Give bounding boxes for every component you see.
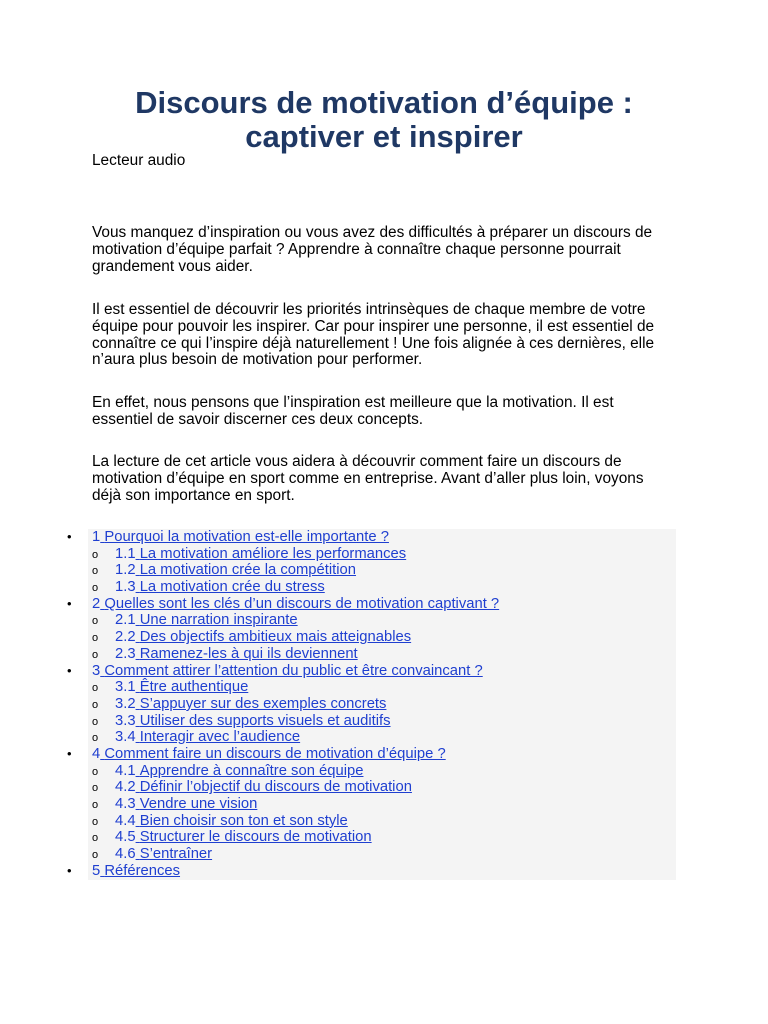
paragraph-line: grandement vous aider. <box>92 257 253 275</box>
toc-item <box>67 662 676 680</box>
bullet-icon: • <box>67 862 72 878</box>
toc-subitem <box>88 629 676 646</box>
toc-link-4-2[interactable] <box>115 779 412 795</box>
paragraph-line: Il est essentiel de découvrir les priorités intrinsèques de chaque membre de votre <box>92 301 646 318</box>
toc-number[interactable]: 1 <box>92 529 101 545</box>
bullet-icon: • <box>67 662 72 678</box>
paragraph-line: motivation d’équipe parfait ? Apprendre à connaître chaque personne pourrait <box>92 240 621 258</box>
toc-label[interactable]: La motivation crée du stress <box>139 579 325 596</box>
toc-link-4-4[interactable] <box>115 813 348 829</box>
toc-link-4-1[interactable] <box>115 763 363 779</box>
paragraph-line: La lecture de cet article vous aidera à découvrir comment faire un discours de <box>92 453 622 470</box>
intro-paragraph-4 <box>92 454 644 504</box>
toc-subitem <box>88 729 676 746</box>
sub-bullet-icon: o <box>92 765 99 778</box>
bullet-icon: • <box>67 595 72 611</box>
intro-paragraph-3 <box>92 395 614 429</box>
sub-bullet-icon: o <box>92 799 99 811</box>
toc-number[interactable]: 4.2 <box>115 779 136 796</box>
toc-number[interactable]: 4.5 <box>115 829 136 846</box>
sub-bullet-icon: o <box>92 782 99 795</box>
toc-label[interactable]: Comment attirer l’attention du public et être convaincant ? <box>104 662 483 679</box>
toc-item <box>67 862 676 880</box>
toc-label[interactable]: Utiliser des supports visuels et auditifs <box>139 712 391 729</box>
toc-link-1-2[interactable] <box>115 562 356 578</box>
toc-number[interactable]: 5 <box>92 862 101 879</box>
toc-label[interactable]: Apprendre à connaître son équipe <box>139 762 364 779</box>
toc-number[interactable]: 4.4 <box>115 812 136 829</box>
toc-link-2-1[interactable] <box>115 612 298 628</box>
sub-bullet-icon: o <box>92 732 99 745</box>
toc-number[interactable]: 2.3 <box>115 645 136 662</box>
bullet-icon: • <box>67 529 72 544</box>
toc-link-2-2[interactable] <box>115 629 411 645</box>
toc-label[interactable]: Références <box>104 862 181 879</box>
toc-link-5[interactable] <box>92 863 180 879</box>
toc-label[interactable]: Vendre une vision <box>139 796 258 812</box>
intro-paragraph-1 <box>92 225 652 275</box>
sub-bullet-icon: o <box>92 682 99 695</box>
toc-subitem <box>88 846 676 863</box>
toc-number[interactable]: 3.4 <box>115 729 136 746</box>
toc-link-1-1[interactable] <box>115 546 406 562</box>
toc-label[interactable]: La motivation améliore les performances <box>139 545 407 562</box>
paragraph-line: équipe pour pouvoir les inspirer. Car pour inspirer une personne, il est essentiel de <box>92 317 655 335</box>
toc-number[interactable]: 1.3 <box>115 579 136 596</box>
toc-label[interactable]: Ramenez-les à qui ils deviennent <box>139 645 358 662</box>
toc-label[interactable]: Quelles sont les clés d’un discours de motivation captivant ? <box>104 595 500 612</box>
article-title <box>0 86 768 154</box>
toc-item <box>67 595 676 613</box>
toc-number[interactable]: 1.2 <box>115 562 136 579</box>
toc-number[interactable]: 3.3 <box>115 712 136 729</box>
toc-subitem <box>88 763 676 780</box>
paragraph-line: n’aura plus besoin de motivation pour performer. <box>92 351 423 369</box>
toc-number[interactable]: 3 <box>92 662 101 679</box>
toc-number[interactable]: 4.3 <box>115 796 136 812</box>
audio-player-label: Lecteur audio <box>92 152 186 169</box>
bullet-icon: • <box>67 745 72 761</box>
toc-link-3-2[interactable] <box>115 696 386 712</box>
sub-bullet-icon: o <box>92 815 99 828</box>
toc-subitem <box>88 546 676 563</box>
paragraph-line: En effet, nous pensons que l’inspiration est meilleure que la motivation. Il est <box>92 394 614 411</box>
toc-link-4-3[interactable] <box>115 796 257 812</box>
toc-number[interactable]: 3.1 <box>115 679 136 696</box>
toc-link-4-5[interactable] <box>115 829 372 845</box>
toc-link-1[interactable] <box>92 529 389 545</box>
toc-link-3-1[interactable] <box>115 679 248 695</box>
paragraph-line: essentiel de savoir discerner ces deux concepts. <box>92 410 424 428</box>
toc-label[interactable]: S’entraîner <box>139 846 213 863</box>
toc-subitem <box>88 696 676 713</box>
toc-label[interactable]: S’appuyer sur des exemples concrets <box>139 695 387 712</box>
sub-bullet-icon: o <box>92 849 99 862</box>
title-line-2: captiver et inspirer <box>245 119 523 154</box>
toc-link-3-3[interactable] <box>115 713 391 729</box>
toc-subitem <box>88 829 676 846</box>
toc-link-3-4[interactable] <box>115 729 300 745</box>
sub-bullet-icon: o <box>92 632 99 645</box>
toc-label[interactable]: Définir l’objectif du discours de motivation <box>139 779 412 796</box>
table-of-contents <box>67 529 676 880</box>
paragraph-line: motivation d’équipe en sport comme en entreprise. Avant d’aller plus loin, voyons <box>92 469 644 487</box>
toc-label[interactable]: Être authentique <box>139 679 249 696</box>
toc-label[interactable]: Une narration inspirante <box>139 612 298 629</box>
toc-link-4[interactable] <box>92 746 446 762</box>
toc-number[interactable]: 2.2 <box>115 629 136 646</box>
sub-bullet-icon: o <box>92 698 99 711</box>
toc-number[interactable]: 1.1 <box>115 545 136 562</box>
toc-subitem <box>88 779 676 796</box>
toc-number[interactable]: 4 <box>92 745 101 762</box>
sub-bullet-icon: o <box>92 648 99 661</box>
paragraph-line: déjà son importance en sport. <box>92 486 295 504</box>
toc-number[interactable]: 3.2 <box>115 695 136 712</box>
toc-subitem <box>88 612 676 629</box>
toc-subitem <box>88 562 676 579</box>
toc-subitem <box>88 579 676 596</box>
toc-subitem <box>88 813 676 830</box>
sub-bullet-icon: o <box>92 615 99 628</box>
sub-bullet-icon: o <box>92 715 99 728</box>
paragraph-line: Vous manquez d’inspiration ou vous avez des difficultés à préparer un discours de <box>92 224 653 241</box>
toc-item <box>67 529 676 546</box>
toc-subitem <box>88 796 676 813</box>
toc-label[interactable]: Interagir avec l’audience <box>139 729 301 746</box>
sub-bullet-icon: o <box>92 832 99 845</box>
toc-subitem <box>88 679 676 696</box>
title-line-1: Discours de motivation d’équipe : <box>135 85 633 120</box>
sub-bullet-icon: o <box>92 565 99 578</box>
toc-subitem <box>88 713 676 730</box>
toc-number[interactable]: 4.1 <box>115 762 136 779</box>
toc-label[interactable]: Structurer le discours de motivation <box>139 829 372 846</box>
toc-link-2-3[interactable] <box>115 646 358 662</box>
toc-number[interactable]: 2 <box>92 595 101 612</box>
toc-label[interactable]: Comment faire un discours de motivation d’équipe ? <box>104 745 446 762</box>
toc-subitem <box>88 646 676 663</box>
toc-label[interactable]: Bien choisir son ton et son style <box>139 812 348 829</box>
toc-link-1-3[interactable] <box>115 579 325 595</box>
toc-link-3[interactable] <box>92 663 483 679</box>
toc-number[interactable]: 2.1 <box>115 612 136 629</box>
toc-item <box>67 745 676 763</box>
toc-label[interactable]: Pourquoi la motivation est-elle importante ? <box>104 529 389 545</box>
toc-number[interactable]: 4.6 <box>115 846 136 863</box>
toc-link-2[interactable] <box>92 596 499 612</box>
toc-label[interactable]: La motivation crée la compétition <box>139 562 357 579</box>
sub-bullet-icon: o <box>92 548 99 561</box>
sub-bullet-icon: o <box>92 582 99 595</box>
paragraph-line: connaître ce qui l’inspire déjà naturellement ! Une fois alignée à ces dernières, elle <box>92 334 655 352</box>
toc-link-4-6[interactable] <box>115 846 212 862</box>
toc-label[interactable]: Des objectifs ambitieux mais atteignables <box>139 629 412 646</box>
intro-paragraph-2 <box>92 302 654 369</box>
